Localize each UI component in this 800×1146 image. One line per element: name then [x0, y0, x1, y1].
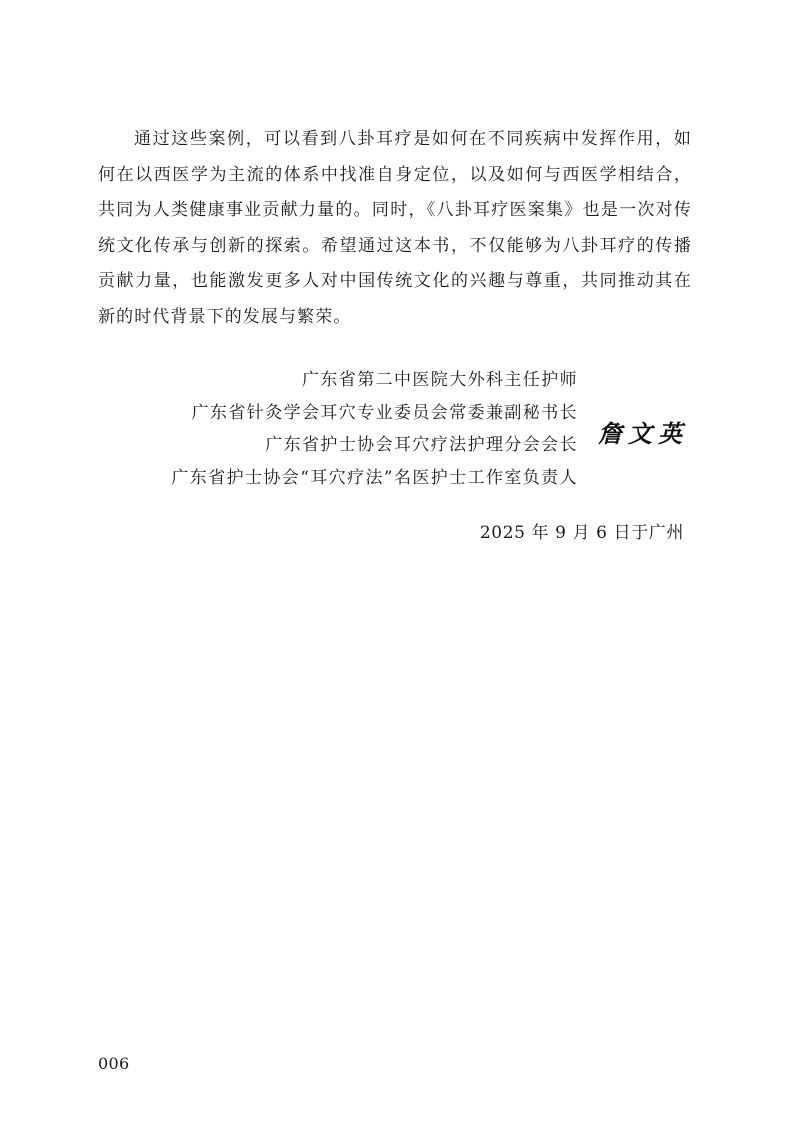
author-title-line: 广东省第二中医院大外科主任护师 [302, 370, 578, 390]
author-titles [171, 364, 578, 494]
author-title-line: 广东省护士协会“耳穴疗法”名医护士工作室负责人 [171, 467, 578, 488]
page-number: 006 [98, 1054, 130, 1073]
author-title-line: 广东省针灸学会耳穴专业委员会常委兼副秘书长 [191, 402, 578, 423]
date-line: 2025 年 9 月 6 日于广州 [479, 523, 684, 543]
author-signature: 詹文英 [598, 419, 688, 448]
body-paragraph: 通过这些案例，可以看到八卦耳疗是如何在不同疾病中发挥作用，如何在以西医学为主流的体系中找准自身定位，以及如何与西医学相结合，共同为人类健康事业贡献力量的。同时，《八卦耳疗医案集》也是一次对传统文化传承与创新的探索。希望通过这本书，不仅能够为八卦耳疗的传播贡献力量，也能激发更多人对中国传统文化的兴趣与尊重，共同推动其在新的时代背景下的发展与繁荣。 [98, 129, 692, 327]
author-title-line: 广东省护士协会耳穴疗法护理分会会长 [265, 435, 578, 455]
